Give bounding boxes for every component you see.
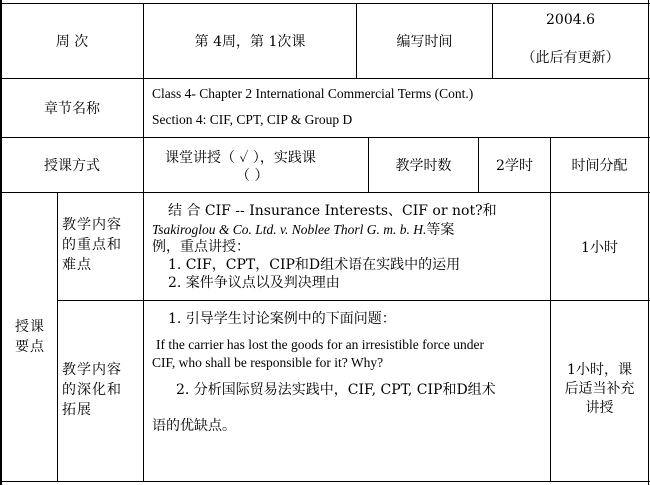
- time-allocation-label: 时间分配: [571, 158, 628, 174]
- block2-time-line: 后适当补充: [564, 381, 635, 397]
- written-time-label: 编写时间: [396, 34, 453, 50]
- block2-time-line: 1小时，课: [567, 362, 632, 378]
- block1-intro-line-2: [152, 220, 547, 238]
- block1-time: 1小时: [581, 239, 618, 256]
- block1-label-line: 难点: [62, 257, 92, 273]
- table-border-bottom: [0, 481, 650, 482]
- main-label: [4, 193, 56, 481]
- main-label-text: 授课要点: [15, 319, 45, 355]
- block1-intro-line-3: 例，重点讲授：: [152, 239, 250, 255]
- block2-label-line: 拓展: [62, 402, 92, 418]
- block1-item-2: 2. 案件争议点以及判决理由: [168, 275, 340, 291]
- chapter-label: 章节名称: [44, 101, 100, 117]
- block2-question-line-1: If the carrier has lost the goods for an irresistible force under: [156, 337, 485, 352]
- block1-label-line: 教学内容: [62, 217, 122, 233]
- block2-item-2-line-2: 语的优缺点。: [152, 418, 236, 434]
- hours-label: 教学时数: [395, 158, 452, 174]
- method-line-2: （ ）: [236, 168, 269, 184]
- block2-item-2-line-1: 2. 分析国际贸易法实践中，CIF, CPT, CIP和D组术: [176, 382, 496, 398]
- method-label: 授课方式: [44, 158, 100, 174]
- chapter-line-2: Section 4: CIF, CPT, CIP & Group D: [152, 112, 353, 127]
- block1-intro-line-1: 结 合 CIF -- Insurance Interests、CIF or not?和: [168, 203, 497, 219]
- block2-time: [551, 361, 648, 421]
- table-border-right: [648, 0, 649, 485]
- block2-item-1: 1. 引导学生讨论案例中的下面问题：: [168, 311, 396, 327]
- block2-label-line: 的深化和: [62, 382, 122, 398]
- method-line-1: 课堂讲授（ ✓ ），实践课: [165, 150, 316, 166]
- case-name: Tsakiroglou & Co. Ltd. v. Noblee Thorl G. m. b. H.: [152, 222, 427, 237]
- block2-label-line: 教学内容: [62, 362, 122, 378]
- date-value: 2004.6: [546, 12, 595, 28]
- column-divider: [57, 192, 58, 481]
- block2-time-line: 讲授: [585, 400, 614, 416]
- hours-value: 2学时: [496, 158, 533, 174]
- block1-label: [62, 215, 142, 285]
- case-suffix: 等案: [426, 222, 455, 238]
- block2-label: [62, 360, 142, 430]
- block1-item-1: 1. CIF，CPT，CIP和D组术语在实践中的运用: [168, 257, 461, 273]
- week-label: 周 次: [55, 34, 89, 50]
- row-divider: [57, 300, 650, 301]
- week-value: 第 4周，第 1次课: [194, 34, 306, 50]
- block2-question-line-2: CIF, who shall be responsible for it? Why?: [152, 355, 384, 370]
- chapter-line-1: Class 4- Chapter 2 International Commercial Terms (Cont.): [152, 86, 474, 101]
- date-note: （此后有更新）: [521, 50, 620, 66]
- block1-label-line: 的重点和: [62, 237, 122, 253]
